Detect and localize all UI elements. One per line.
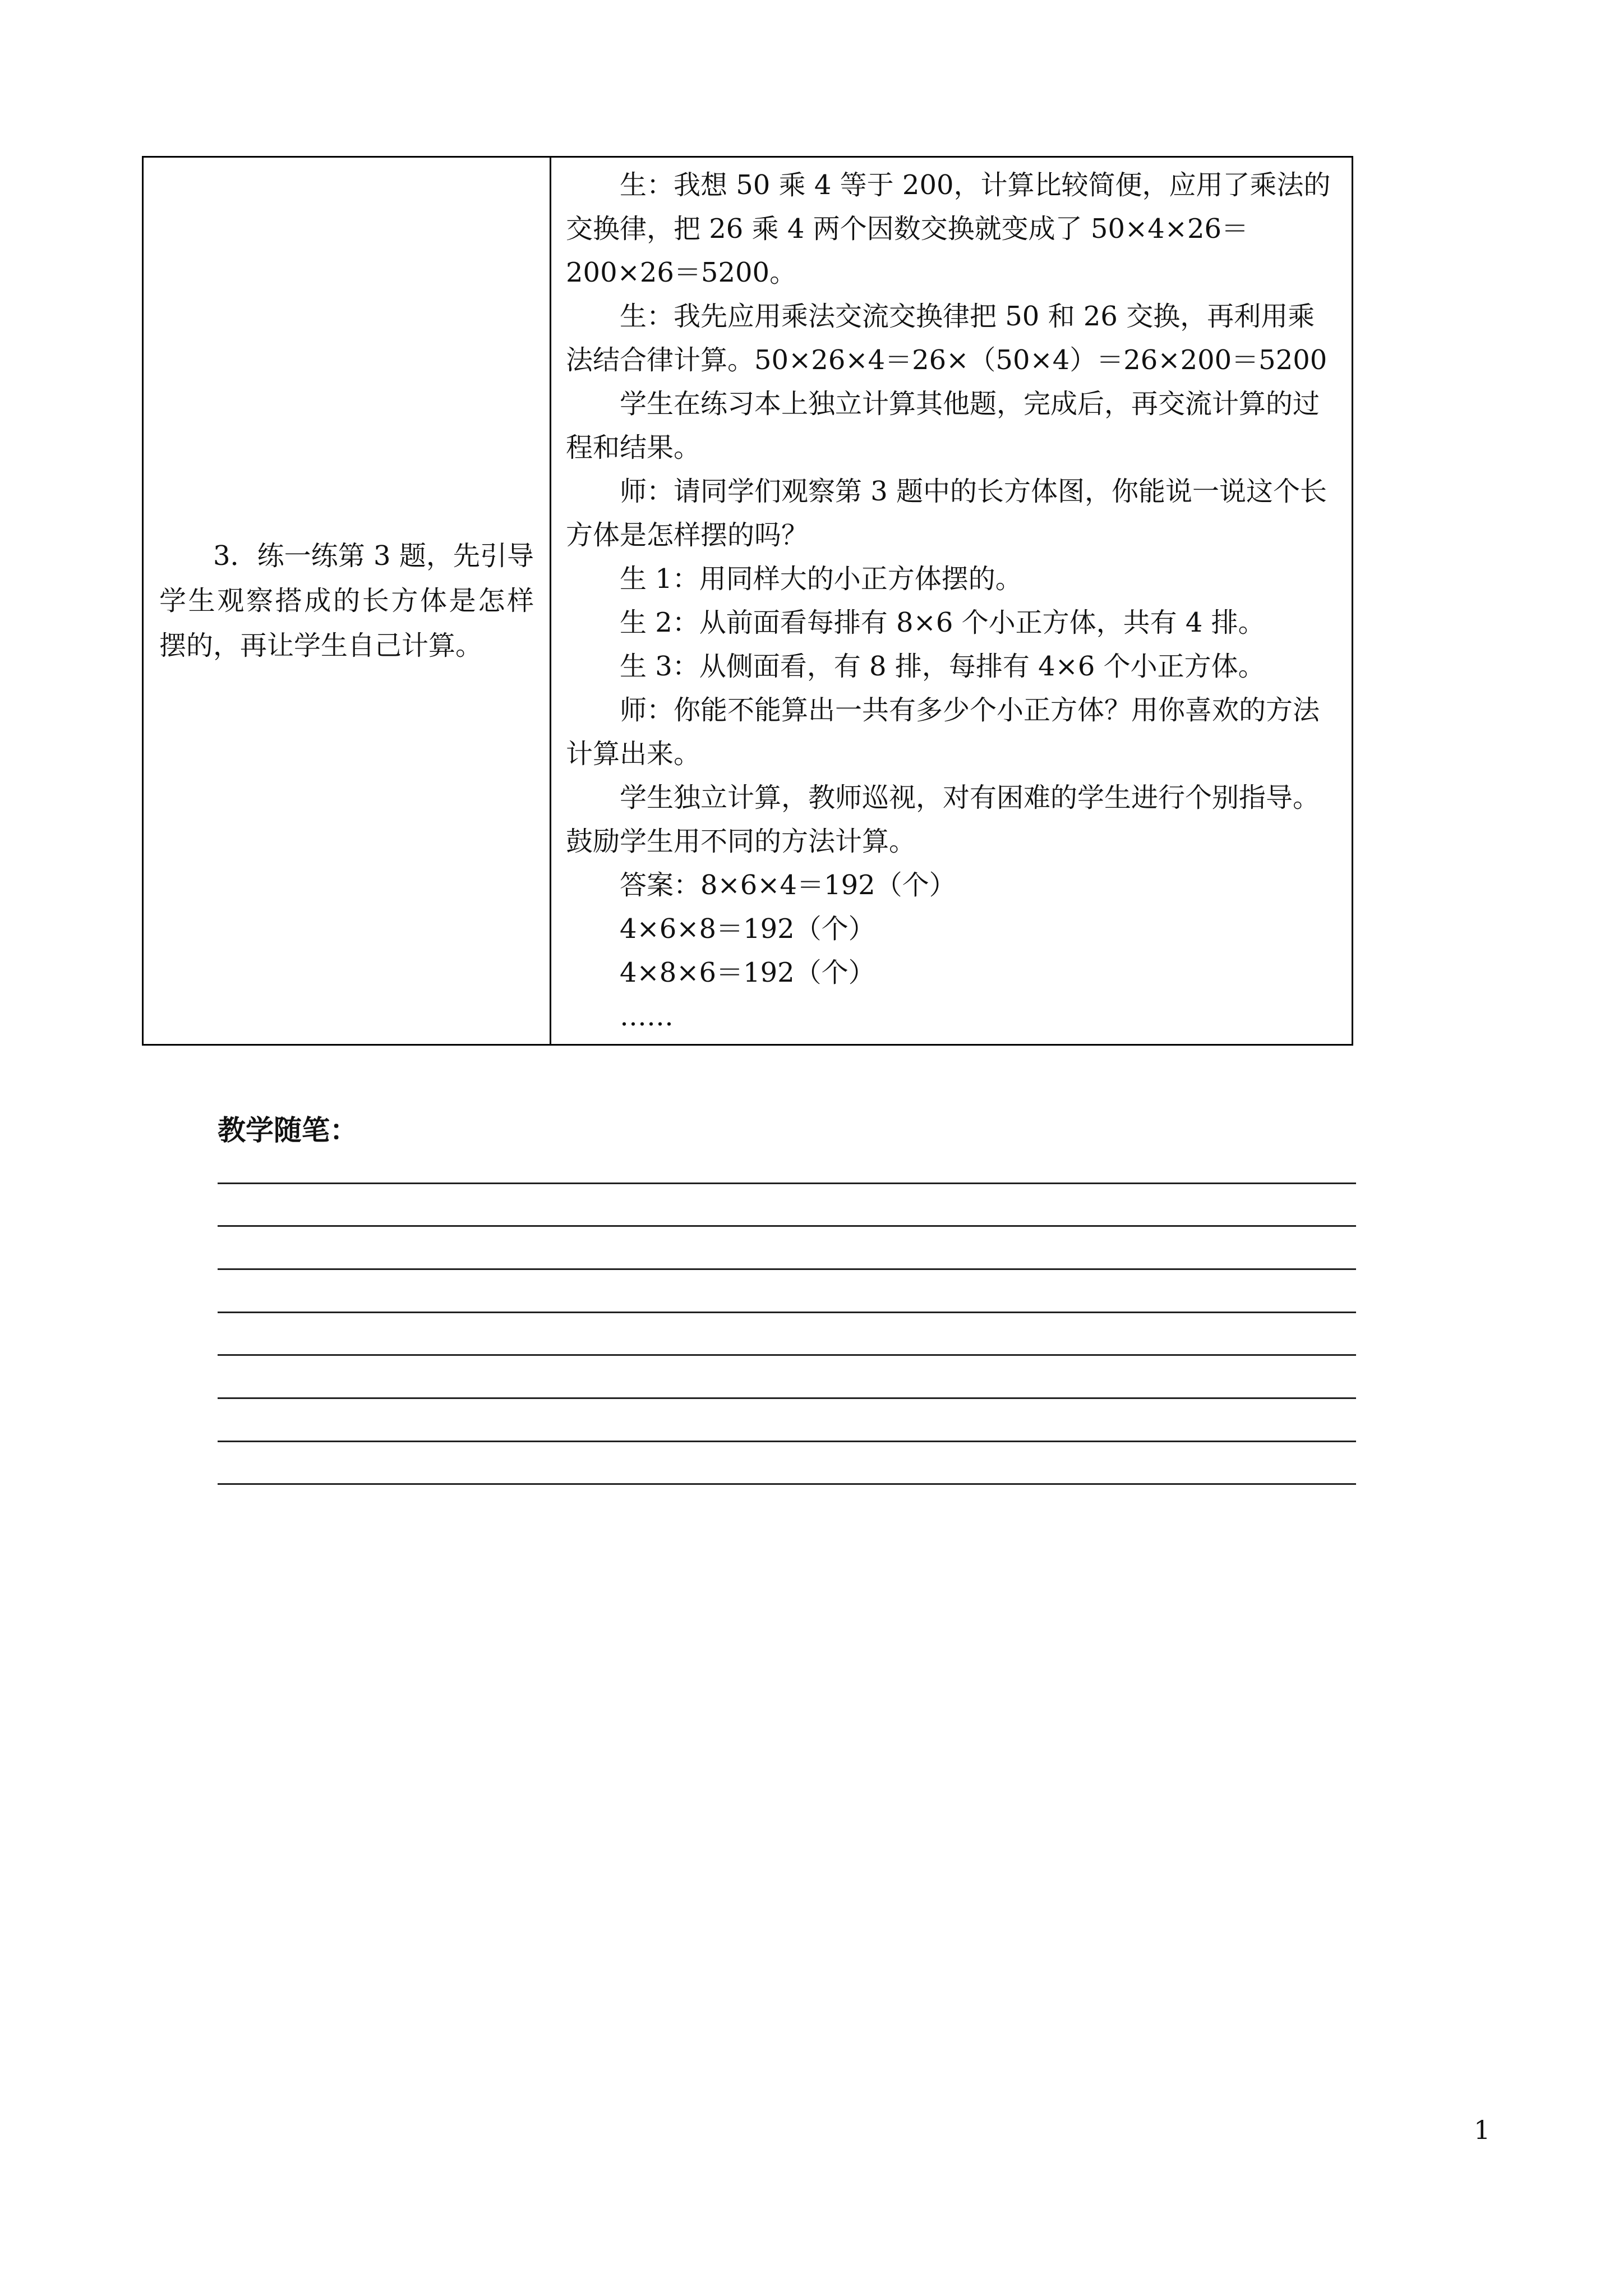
notes-line <box>218 1354 1356 1356</box>
table-row <box>143 157 1353 1045</box>
answer-ellipsis: …… <box>620 1001 674 1032</box>
notes-title: 教学随笔： <box>218 1114 358 1147</box>
student-1-reply: 生 1：用同样大的小正方体摆的。 <box>620 563 1022 595</box>
teacher-guidance: 学生独立计算，教师巡视，对有困难的学生进行个别指导。鼓励学生用不同的方法计算。 <box>566 782 1320 857</box>
exercise-instruction: 3．练一练第 3 题，先引导学生观察搭成的长方体是怎样摆的，再让学生自己计算。 <box>159 540 534 661</box>
answer-line-2: 4×6×8＝192（个） <box>620 913 875 945</box>
notes-line <box>218 1312 1356 1313</box>
student-2-reply: 生 2：从前面看每排有 8×6 个小正方体，共有 4 排。 <box>620 607 1265 638</box>
student-answer-1: 生：我想 50 乘 4 等于 200，计算比较简便，应用了乘法的交换律，把 26 乘 4 两个因数交换就变成了 50×4×26＝200×26＝5200。 <box>566 169 1331 288</box>
lesson-table <box>142 156 1353 1046</box>
notes-line <box>218 1397 1356 1399</box>
left-cell <box>143 157 551 1045</box>
practice-note: 学生在练习本上独立计算其他题，完成后，再交流计算的过程和结果。 <box>566 388 1320 463</box>
notes-line <box>218 1268 1356 1270</box>
teacher-question-1: 师：请同学们观察第 3 题中的长方体图，你能说一说这个长方体是怎样摆的吗？ <box>566 476 1327 551</box>
answer-heading: 答案：8×6×4＝192（个） <box>620 869 956 901</box>
student-3-reply: 生 3：从侧面看，有 8 排，每排有 4×6 个小正方体。 <box>620 651 1265 682</box>
notes-line <box>218 1441 1356 1442</box>
answer-line-3: 4×8×6＝192（个） <box>620 957 875 988</box>
notes-line <box>218 1225 1356 1227</box>
teacher-question-2: 师：你能不能算出一共有多少个小正方体？用你喜欢的方法计算出来。 <box>566 694 1320 770</box>
notes-line <box>218 1483 1356 1485</box>
page-number: 1 <box>1474 2115 1491 2145</box>
right-cell <box>551 157 1353 1045</box>
student-answer-2: 生：我先应用乘法交流交换律把 50 和 26 交换，再利用乘法结合律计算。50×26×4＝26×（50×4）＝26×200＝5200 <box>566 301 1327 376</box>
notes-line <box>218 1182 1356 1184</box>
